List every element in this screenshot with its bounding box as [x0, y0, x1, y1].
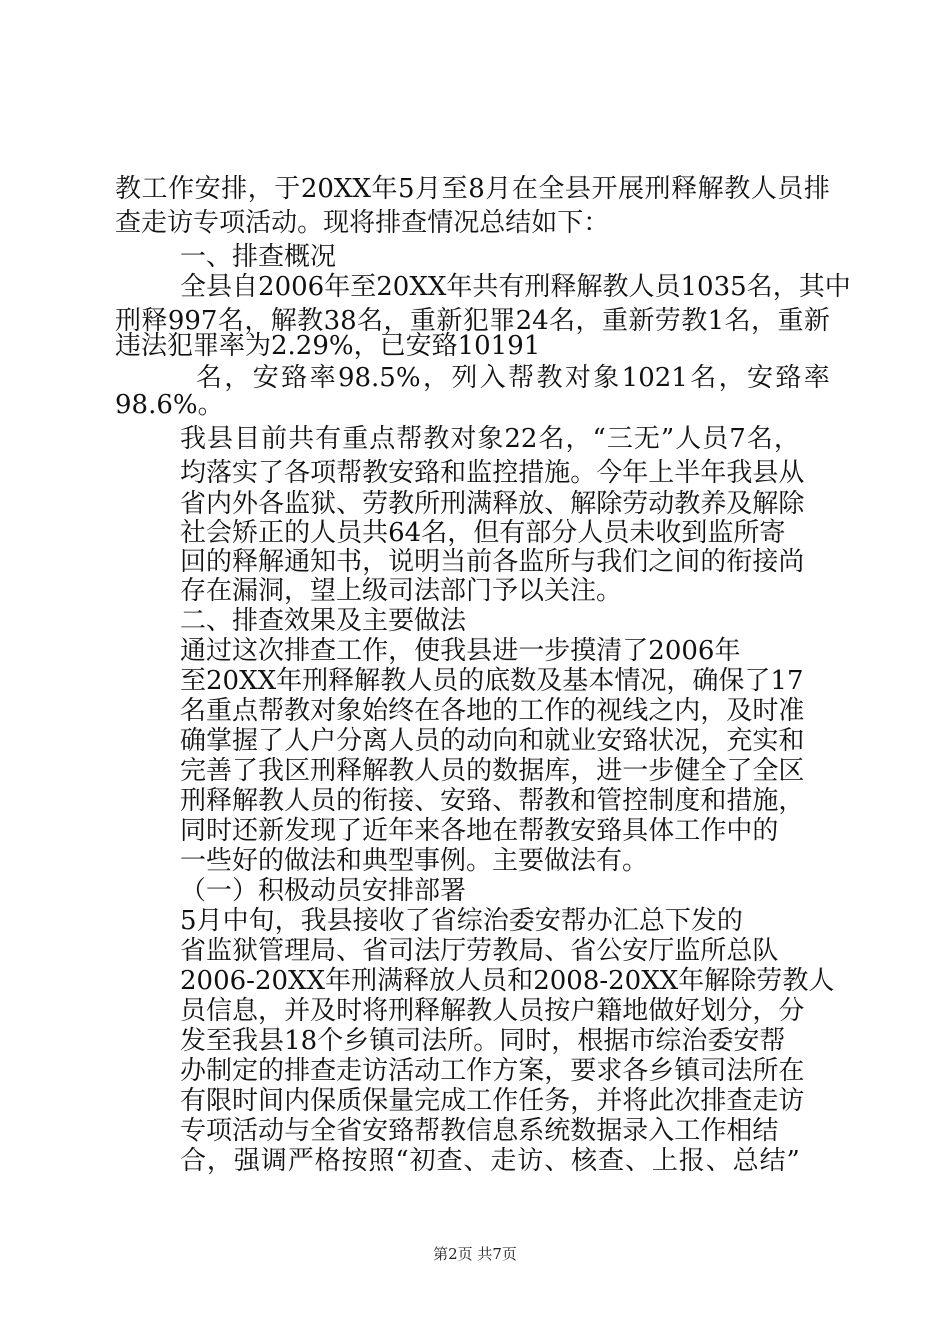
text-line: 办 制 定 的 排 查 走 访 活 动 工 作 方 案 ， 要 求 各 乡 镇 司 法 所 在 [180, 1056, 805, 1086]
text-line: 省 监 狱 管 理 局 、 省 司 法 厅 劳 教 局 、 省 公 安 厅 监 所 总 队 [180, 936, 779, 966]
text-line: 合 ， 强 调 严 格 按 照 “ 初 查 、 走 访 、 核 查 、 上 报 、 总 结 ” [180, 1146, 800, 1176]
section-heading: 一、排查概况 [180, 242, 337, 272]
text-line: 回 的 释 解 通 知 书 ， 说 明 当 前 各 监 所 与 我 们 之 间 的 衔 接 尚 [180, 547, 805, 577]
text-line: 全 县 自 2006 年 至 20XX 年 共 有 刑 释 解 教 人 员 1035 名 ， 其 中 [180, 272, 851, 302]
text-line: 省 内 外 各 监 狱 、 劳 教 所 刑 满 释 放 、 解 除 劳 动 教 养 及 解 除 [180, 489, 805, 519]
text-line: 查 走 访 专 项 活 动 。 现 将 排 查 情 况 总 结 如 下 ： [115, 208, 610, 238]
text-line: 2006-20XX 年 刑 满 释 放 人 员 和 2008-20XX 年 解 除 劳 教 人 [180, 966, 835, 996]
section-heading: 二、排查效果及主要做法 [180, 606, 467, 636]
text-line: 违法犯罪率为2.29%，已安臵10191 [115, 331, 541, 361]
page-number-footer: 第2页 共7页 [433, 1245, 517, 1263]
text-line: 名 重 点 帮 教 对 象 始 终 在 各 地 的 工 作 的 视 线 之 内 ， 及 时 准 [180, 696, 805, 726]
text-line: 通 过 这 次 排 查 工 作 ， 使 我 县 进 一 步 摸 清 了 2006 年 [180, 636, 741, 666]
text-line: 名 ， 安 臵 率 98.5% ， 列 入 帮 教 对 象 1021 名 ， 安 臵 率 [196, 363, 830, 393]
text-line: 确 掌 握 了 人 户 分 离 人 员 的 动 向 和 就 业 安 臵 状 况 ， 充 实 和 [180, 726, 805, 756]
text-line: 98.6%。 [115, 390, 224, 420]
section-heading: （一）积极动员安排部署 [180, 876, 467, 906]
text-line: 同 时 还 新 发 现 了 近 年 来 各 地 在 帮 教 安 臵 具 体 工 作 中 的 [180, 816, 779, 846]
text-line: 有 限 时 间 内 保 质 保 量 完 成 工 作 任 务 ， 并 将 此 次 排 查 走 访 [180, 1086, 805, 1116]
text-line: 至 20XX 年 刑 释 解 教 人 员 的 底 数 及 基 本 情 况 ， 确 保 了 17 [180, 666, 804, 696]
text-line: 员 信 息 ， 并 及 时 将 刑 释 解 教 人 员 按 户 籍 地 做 好 划 分 ， 分 [180, 996, 805, 1026]
text-line: 我 县 目 前 共 有 重 点 帮 教 对 象 22 名 ， “ 三 无 ” 人 员 7 名 ， [180, 424, 800, 454]
text-line: 刑 释 解 教 人 员 的 衔 接 、 安 臵 、 帮 教 和 管 控 制 度 和 措 施 ， [180, 786, 805, 816]
text-line: 发 至 我 县 18 个 乡 镇 司 法 所 。 同 时 ， 根 据 市 综 治 委 安 帮 [180, 1026, 786, 1056]
text-line: 刑 释 997 名 ， 解 教 38 名 ， 重 新 犯 罪 24 名 ， 重 新 劳 教 1 名 ， 重 新 [115, 306, 830, 336]
text-line: 专 项 活 动 与 全 省 安 臵 帮 教 信 息 系 统 数 据 录 入 工 作 相 结 [180, 1116, 779, 1146]
text-line: 教 工 作 安 排 ， 于 20XX 年 5 月 至 8 月 在 全 县 开 展 刑 释 解 教 人 员 排 [115, 174, 830, 204]
text-line: 5 月 中 旬 ， 我 县 接 收 了 省 综 治 委 安 帮 办 汇 总 下 发 的 [180, 906, 743, 936]
text-line: 均 落 实 了 各 项 帮 教 安 臵 和 监 控 措 施 。 今 年 上 半 年 我 县 从 [180, 458, 805, 488]
text-line: 一些好的做法和典型事例。主要做法有。 [180, 846, 649, 876]
text-line: 社 会 矫 正 的 人 员 共 64 名 ， 但 有 部 分 人 员 未 收 到 监 所 寄 [180, 518, 786, 548]
text-line: 完 善 了 我 区 刑 释 解 教 人 员 的 数 据 库 ， 进 一 步 健 全 了 全 区 [180, 756, 805, 786]
text-line: 存在漏洞，望上级司法部门予以关注。 [180, 576, 623, 606]
